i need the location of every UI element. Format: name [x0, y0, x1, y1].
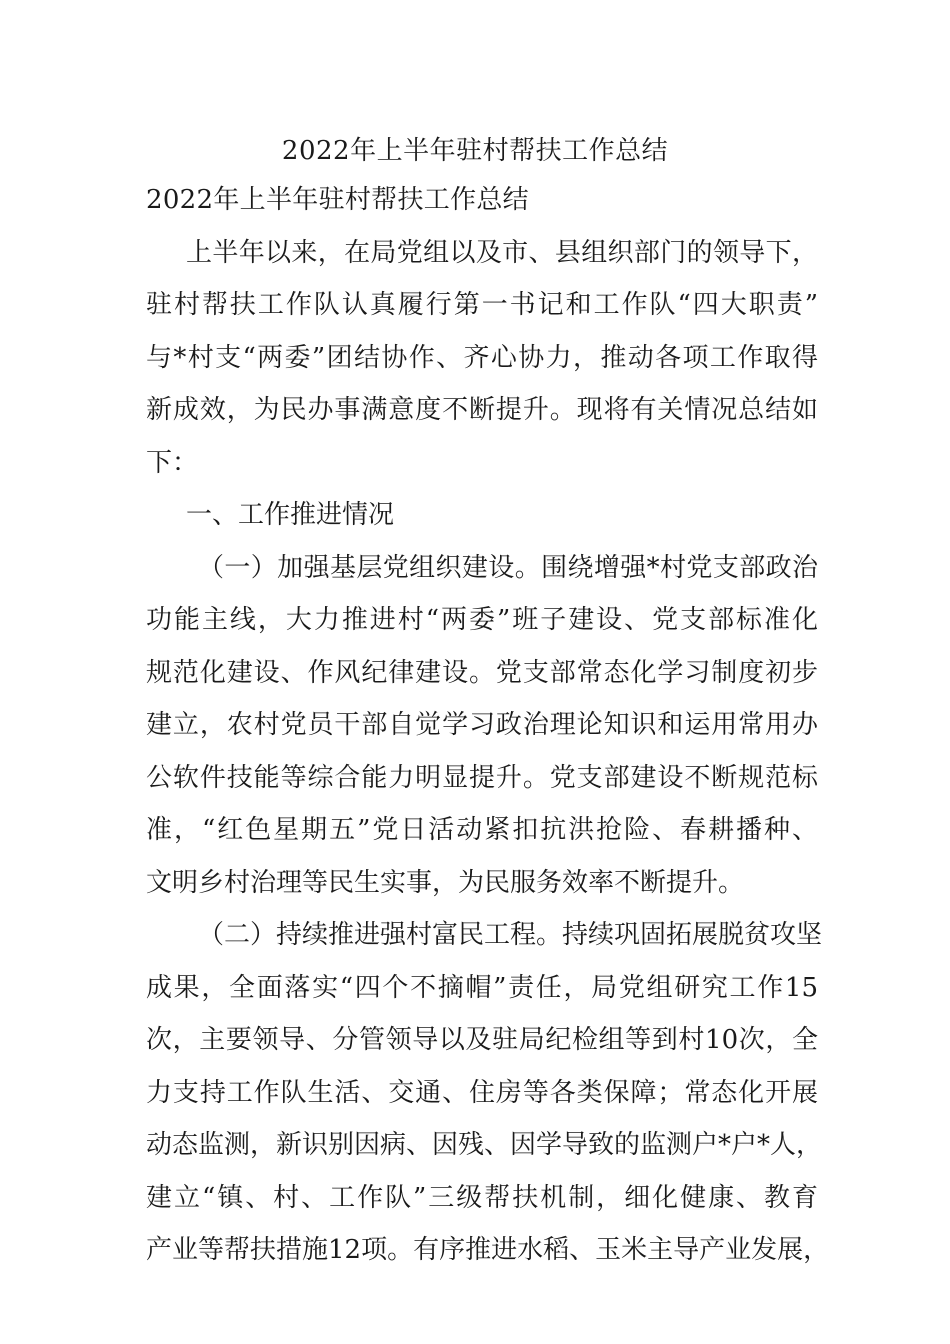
paragraph-line: 建立“镇、村、工作队”三级帮扶机制，细化健康、教育 — [146, 1182, 818, 1213]
paragraph-line: 功能主线，大力推进村“两委”班子建设、党支部标准化 — [146, 605, 818, 635]
document-subtitle: 2022年上半年驻村帮扶工作总结 — [146, 185, 529, 215]
paragraph-line: 动态监测，新识别因病、因残、因学导致的监测户*户*人， — [146, 1130, 823, 1160]
paragraph-line: 规范化建设、作风纪律建设。党支部常态化学习制度初步 — [146, 657, 818, 688]
paragraph-line: 文明乡村治理等民生实事，为民服务效率不断提升。 — [146, 867, 745, 898]
paragraph-line: 新成效，为民办事满意度不断提升。现将有关情况总结如 — [146, 395, 818, 425]
section-heading: 一、工作推进情况 — [186, 500, 395, 530]
paragraph-line: 准，“红色星期五”党日活动紧扣抗洪抢险、春耕播种、 — [146, 815, 818, 845]
paragraph-line: 驻村帮扶工作队认真履行第一书记和工作队“四大职责” — [146, 290, 818, 320]
paragraph-line: 产业等帮扶措施12项。有序推进水稻、玉米主导产业发展， — [146, 1235, 830, 1265]
paragraph-line: 上半年以来，在局党组以及市、县组织部门的领导下， — [186, 237, 818, 268]
paragraph-line: 次，主要领导、分管领导以及驻局纪检组等到村10次，全 — [146, 1025, 818, 1055]
paragraph-line: （一）加强基层党组织建设。围绕增强*村党支部政治 — [198, 552, 818, 583]
paragraph-line: 建立，农村党员干部自觉学习政治理论知识和运用常用办 — [146, 710, 818, 740]
paragraph-line: 公软件技能等综合能力明显提升。党支部建设不断规范标 — [146, 762, 818, 793]
paragraph-line: 下： — [146, 447, 199, 478]
document-body — [146, 174, 830, 1277]
paragraph-line: 成果，全面落实“四个不摘帽”责任，局党组研究工作15 — [146, 972, 818, 1003]
paragraph-line: 与*村支“两委”团结协作、齐心协力，推动各项工作取得 — [146, 342, 818, 373]
document-title: 2022年上半年驻村帮扶工作总结 — [281, 136, 669, 166]
paragraph-line: 力支持工作队生活、交通、住房等各类保障；常态化开展 — [146, 1077, 818, 1108]
paragraph-line: （二）持续推进强村富民工程。持续巩固拓展脱贫攻坚 — [198, 920, 823, 950]
